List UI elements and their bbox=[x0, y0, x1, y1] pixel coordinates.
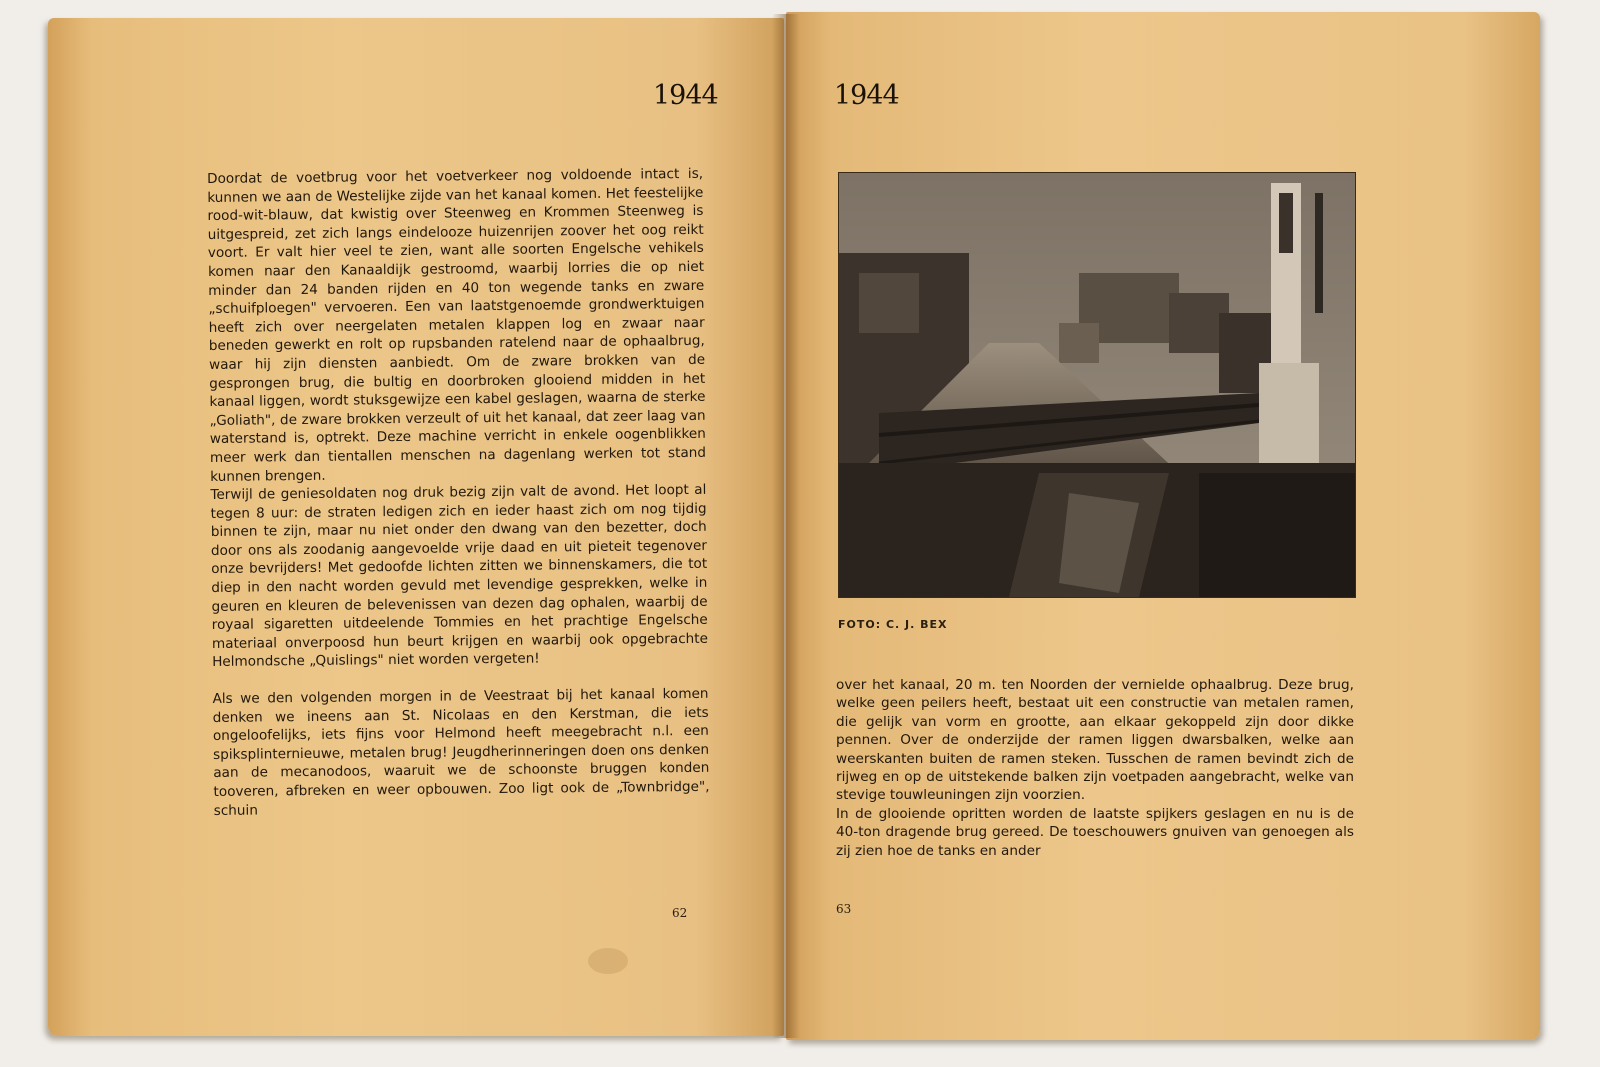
paragraph: Als we den volgenden morgen in de Veestraat bij het kanaal komen denken we ineens aan St. Nicolaas en den Kerstman, die iets ongeloofelijks, iets fijns voor Helmond heeft meegebracht n.l. een spiksplinternieuwe, metalen brug! Jeugdherinneringen doen ons denken aan de mecanodoos, waaruit we de schoonste bruggen konden tooveren, afbreken en weer opbouwen. Zoo ligt ook de „Townbridge", schuin bbox=[212, 685, 710, 819]
left-page bbox=[48, 18, 784, 1036]
page-year-heading: 1944 bbox=[653, 80, 718, 111]
right-page bbox=[786, 12, 1540, 1040]
paper-stain bbox=[588, 948, 628, 974]
page-number: 62 bbox=[672, 906, 688, 920]
paragraph: over het kanaal, 20 m. ten Noorden der vernielde ophaalbrug. Deze brug, welke geen peilers heeft, bestaat uit een constructie van metalen ramen, die gelijk van vorm en grootte, aan elkaar gekoppeld zijn door dikke pennen. Over de onderzijde der ramen liggen dwarsbalken, welke aan weerskanten buiten de ramen steken. Tusschen de ramen bevindt zich de rijweg en op de uitstekende balken zijn voetpaden aangebracht, welke van stevige touwleuningen zijn voorzien. bbox=[836, 677, 1354, 804]
photo-caption: FOTO: C. J. BEX bbox=[838, 618, 948, 631]
bridge-photograph bbox=[838, 172, 1356, 598]
left-page-text bbox=[207, 165, 710, 820]
paragraph: In de glooiende opritten worden de laatste spijkers geslagen en nu is de 40-ton dragende brug gereed. De toeschouwers gnuiven van genoegen als zij zien hoe de tanks en ander bbox=[836, 805, 1354, 859]
page-year-heading: 1944 bbox=[834, 80, 899, 111]
page-number: 63 bbox=[836, 902, 852, 916]
right-page-text bbox=[836, 676, 1354, 860]
paragraph: Doordat de voetbrug voor het voetverkeer nog voldoende intact is, kunnen we aan de Westelijke zijde van het kanaal komen. Het feestelijke rood-wit-blauw, dat kwistig over Steenweg en Krommen Steenweg is uitgespreid, zet zich langs eindelooze huizenrijen zoover het oog reikt voort. Er valt hier veel te zien, want alle soorten Engelsche vehikels komen naar den Kanaaldijk gestroomd, waarbij lorries die op niet minder dan 24 banden rijden en 40 ton wegende tanks en zware „schuifploegen" vervoeren. Een van laatstgenoemde grondwerktuigen heeft zich over neergelaten metalen klappen log en zwaar naar beneden gewerkt en rolt op rupsbanden ratelend naar de ophaalbrug, waar hij zijn diensten aanbiedt. Om de zware brokken van de gesprongen brug, die bultig en doorbroken glooiend midden in het kanaal liggen, wordt stuksgewijze een kabel geslagen, waarna de sterke „Goliath", de zware brokken verzeult of uit het kanaal, dat zeer laag van waterstand is, optrekt. Deze machine verricht in enkele oogenblikken meer werk dan tientallen menschen na dagenlang werken tot stand kunnen brengen. Terwijl de geniesoldaten nog druk bezig zijn valt de avond. Het loopt al tegen 8 uur: de straten ledigen zich en ieder haast zich om nog tijdig binnen te zijn, maar nu niet onder den dwang van den bezetter, doch door ons als zoodanig aangevoelde vrije daad en uit pieteit tegenover onze bevrijders! Met gedoofde lichten zitten we binnenskamers, die tot diep in den nacht worden gevuld met levendige gesprekken, welke in geuren en kleuren de belevenissen van dezen dag ophalen, waarbij de royaal sigaretten uitdeelende Tommies en het prachtige Engelsche materiaal onverpoosd hun beurt krijgen en waarbij ook opgebrachte Helmondsche „Quislings" niet worden vergeten! bbox=[207, 165, 709, 671]
bridge-photo-image bbox=[839, 173, 1355, 597]
book-spine-gutter bbox=[772, 14, 800, 1038]
